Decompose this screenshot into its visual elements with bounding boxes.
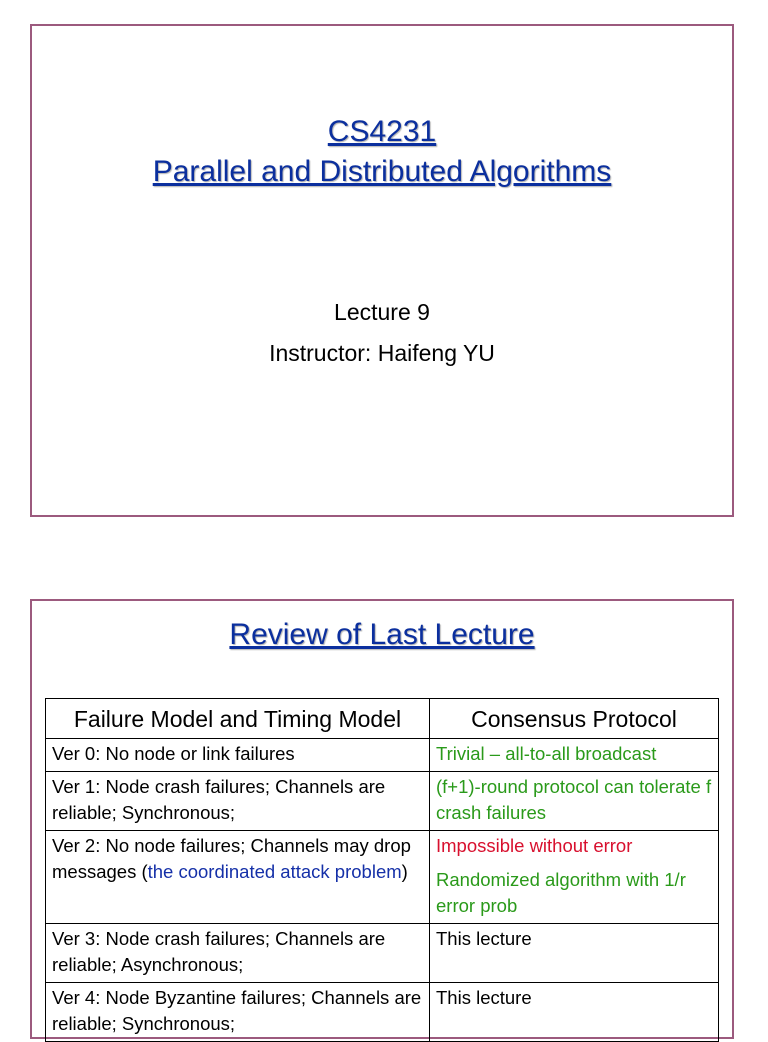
table-header-row — [46, 699, 719, 739]
protocol-cell — [430, 831, 719, 924]
course-code-link[interactable]: CS4231 — [327, 115, 437, 148]
impossible-text: Impossible without error — [436, 835, 633, 856]
course-title-link[interactable]: Parallel and Distributed Algorithms — [152, 155, 612, 188]
review-title-block — [32, 615, 732, 655]
title-slide — [30, 24, 734, 517]
protocol-cell: Trivial – all-to-all broadcast — [430, 739, 719, 772]
randomized-text: Randomized algorithm with 1/r error prob — [436, 869, 686, 916]
model-cell — [46, 831, 430, 924]
coordinated-attack-text: the coordinated attack problem — [147, 861, 402, 882]
lecture-number: Lecture 9 — [334, 299, 430, 325]
title-block — [32, 112, 732, 192]
table-row — [46, 983, 719, 1042]
header-consensus-protocol: Consensus Protocol — [430, 699, 719, 739]
table-row — [46, 772, 719, 831]
model-text-end: ) — [401, 861, 408, 882]
header-failure-model: Failure Model and Timing Model — [46, 699, 430, 739]
table-row — [46, 739, 719, 772]
protocol-cell: (f+1)-round protocol can tolerate f crash failures — [430, 772, 719, 831]
table-row — [46, 924, 719, 983]
protocol-cell: This lecture — [430, 983, 719, 1042]
review-title-link[interactable]: Review of Last Lecture — [229, 618, 535, 651]
model-cell: Ver 1: Node crash failures; Channels are reliable; Synchronous; — [46, 772, 430, 831]
model-cell: Ver 0: No node or link failures — [46, 739, 430, 772]
lecture-info — [32, 292, 732, 374]
instructor-name: Instructor: Haifeng YU — [269, 340, 495, 366]
review-table — [45, 698, 719, 1042]
review-slide — [30, 599, 734, 1039]
model-cell: Ver 4: Node Byzantine failures; Channels are reliable; Synchronous; — [46, 983, 430, 1042]
table-row — [46, 831, 719, 924]
model-cell: Ver 3: Node crash failures; Channels are reliable; Asynchronous; — [46, 924, 430, 983]
protocol-cell: This lecture — [430, 924, 719, 983]
model-text: Ver 2: No node failures; Channels may drop messages ( — [52, 835, 411, 882]
